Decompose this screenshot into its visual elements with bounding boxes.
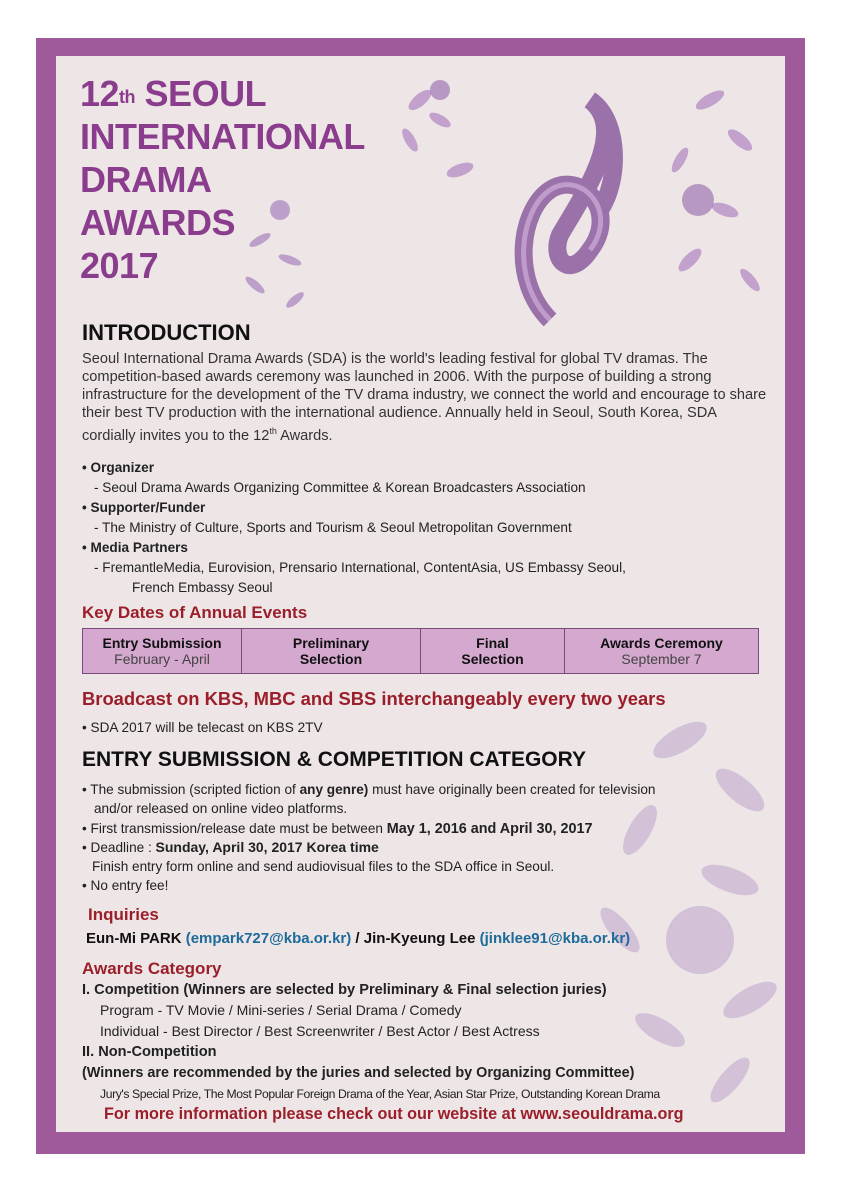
awards-line: (Winners are recommended by the juries and selected by Organizing Committee): [82, 1065, 635, 1081]
poster-title: 12th SEOUL INTERNATIONAL DRAMA AWARDS 2017: [80, 73, 365, 286]
entry-heading: ENTRY SUBMISSION & COMPETITION CATEGORY: [82, 748, 587, 771]
entry-line: Finish entry form online and send audiovisual files to the SDA office in Seoul.: [92, 859, 555, 874]
key-dates-table: [82, 628, 759, 674]
awards-line: Program - TV Movie / Mini-series / Serial Drama / Comedy: [100, 1002, 462, 1018]
awards-non-competition: II. Non-Competition: [82, 1044, 217, 1060]
key-dates-heading: Key Dates of Annual Events: [82, 603, 308, 622]
partner-label: • Organizer: [82, 460, 154, 475]
flower-decoration-bottom: [560, 700, 785, 1120]
entry-line: and/or released on online video platforms.: [94, 801, 348, 816]
footer-website[interactable]: For more information please check out our website at www.seouldrama.org: [104, 1105, 684, 1123]
awards-line: Individual - Best Director / Best Screenwriter / Best Actor / Best Actress: [100, 1023, 540, 1039]
partner-line: - FremantleMedia, Eurovision, Prensario International, ContentAsia, US Embassy Seoul,: [94, 560, 626, 575]
partner-line: - The Ministry of Culture, Sports and Tourism & Seoul Metropolitan Government: [94, 520, 572, 535]
awards-line: Jury's Special Prize, The Most Popular Foreign Drama of the Year, Asian Star Prize, Outstanding Korean Drama: [100, 1087, 660, 1101]
partner-label: • Media Partners: [82, 540, 188, 555]
partner-line: - Seoul Drama Awards Organizing Committee & Korean Broadcasters Association: [94, 480, 586, 495]
inquiries-contacts: Eun-Mi PARK (empark727@kba.or.kr) / Jin-Kyeung Lee (jinklee91@kba.or.kr): [86, 930, 631, 947]
inquiries-heading: Inquiries: [88, 905, 159, 924]
broadcast-heading: Broadcast on KBS, MBC and SBS interchangeably every two years: [82, 688, 666, 709]
date-cell-entry: Entry Submission February - April: [83, 629, 242, 674]
flower-decoration-top: [380, 60, 780, 340]
email-link[interactable]: (empark727@kba.or.kr): [185, 930, 352, 947]
partners-list: [82, 458, 772, 598]
partner-label: • Supporter/Funder: [82, 500, 206, 515]
entry-line: • The submission (scripted fiction of any genre) must have originally been created for television: [82, 782, 656, 797]
awards-competition: I. Competition (Winners are selected by Preliminary & Final selection juries): [82, 982, 607, 998]
entry-line: • Deadline : Sunday, April 30, 2017 Korea time: [82, 839, 379, 855]
partner-line: French Embassy Seoul: [132, 580, 273, 595]
date-cell-preliminary: Preliminary Selection: [242, 629, 421, 674]
awards-heading: Awards Category: [82, 959, 222, 978]
introduction-text: Seoul International Drama Awards (SDA) is the world's leading festival for global TV dramas. The competition-based awards ceremony was launched in 2006. With the purpose of building a strong infrastructure for the development of the TV drama industry, we connect the world and encourage to share their best TV production with the international audience. Annually held in Seoul, South Korea, SDA cordially invites you to the 12th Awards.: [82, 351, 767, 444]
email-link[interactable]: (jinklee91@kba.or.kr): [479, 930, 631, 947]
entry-line: • First transmission/release date must be between May 1, 2016 and April 30, 2017: [82, 821, 593, 837]
introduction-heading: INTRODUCTION: [82, 320, 251, 345]
broadcast-note: • SDA 2017 will be telecast on KBS 2TV: [82, 720, 323, 735]
entry-line: • No entry fee!: [82, 878, 169, 893]
date-cell-ceremony: Awards Ceremony September 7: [565, 629, 759, 674]
date-cell-final: Final Selection: [421, 629, 565, 674]
